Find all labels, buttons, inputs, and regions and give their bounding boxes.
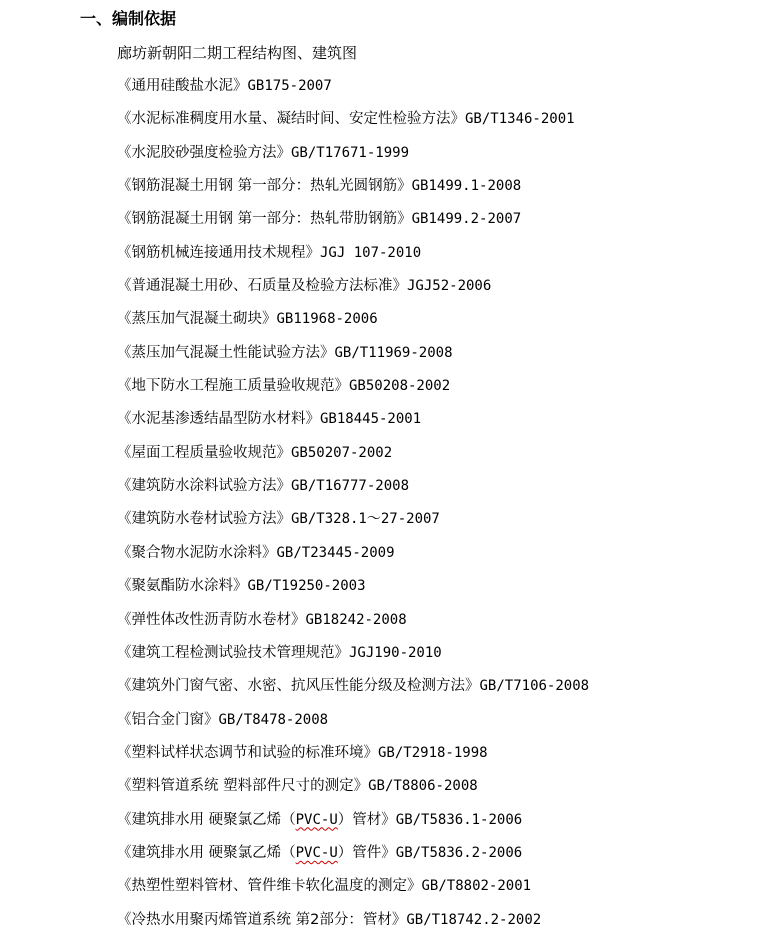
- list-item: [117, 208, 589, 241]
- list-item: [117, 308, 589, 341]
- standard-title: 《建筑防水涂料试验方法》: [117, 478, 291, 495]
- standard-code: JGJ190-2010: [349, 644, 442, 661]
- standard-title: 《建筑防水卷材试验方法》: [117, 511, 291, 528]
- list-item: [117, 875, 589, 908]
- list-item: [117, 709, 589, 742]
- section-heading: 一、编制依据: [80, 9, 177, 28]
- list-item: [117, 108, 589, 141]
- standard-code: GB175-2007: [247, 78, 332, 94]
- standard-code: GB/T16777-2008: [291, 478, 410, 495]
- list-item: [117, 442, 589, 475]
- standard-code: GB/T1346-2001: [465, 111, 575, 128]
- standard-title: 《塑料管道系统 塑料部件尺寸的测定》: [117, 778, 369, 795]
- list-item: [117, 909, 589, 942]
- standard-code: GB/T18742.2-2002: [406, 911, 542, 928]
- list-item: [117, 342, 589, 375]
- standard-title: 《聚氨酯防水涂料》: [117, 578, 248, 595]
- list-item: [117, 642, 589, 675]
- standard-code: JGJ52-2006: [407, 278, 492, 295]
- standard-code: GB1499.1-2008: [411, 178, 522, 195]
- standard-title: 《蒸压加气混凝土砌块》: [117, 311, 277, 328]
- standard-code: GB/T328.1～27-2007: [291, 511, 440, 528]
- list-item: [117, 75, 589, 108]
- list-item: [117, 809, 589, 842]
- standard-title: 《铝合金门窗》: [117, 711, 219, 728]
- list-item: [117, 242, 589, 275]
- standard-code: GB18242-2008: [305, 611, 407, 628]
- standard-title: 《通用硅酸盐水泥》: [117, 78, 248, 94]
- list-item: [117, 508, 589, 541]
- standard-code: GB50207-2002: [291, 444, 393, 461]
- standard-title: 《水泥胶砂强度检验方法》: [117, 144, 291, 161]
- list-item: [117, 575, 589, 608]
- list-item: [117, 375, 589, 408]
- list-item: [117, 775, 589, 808]
- list-item: [117, 475, 589, 508]
- standard-title: 《弹性体改性沥青防水卷材》: [117, 611, 306, 628]
- list-item: [117, 842, 589, 875]
- standard-title-start: 《建筑排水用 硬聚氯乙烯（: [117, 844, 296, 861]
- standard-code: GB/T5836.2-2006: [395, 844, 523, 861]
- standard-code: GB/T23445-2009: [276, 544, 395, 561]
- standard-title: 《钢筋混凝土用钢 第一部分：热轧带肋钢筋》: [117, 211, 412, 228]
- standard-title-end: ）管材》: [337, 811, 396, 828]
- standards-list: [117, 75, 589, 942]
- standard-code: JGJ 107-2010: [320, 244, 422, 261]
- standard-title: 《普通混凝土用砂、石质量及检验方法标准》: [117, 278, 407, 295]
- list-item: [117, 542, 589, 575]
- intro-line: 廊坊新朝阳二期工程结构图、建筑图: [117, 44, 358, 62]
- standard-title: 《冷热水用聚丙烯管道系统 第2部分：管材》: [117, 911, 407, 928]
- list-item: [117, 742, 589, 775]
- spellcheck-marked-text: PVC-U: [295, 844, 338, 861]
- standard-title: 《钢筋机械连接通用技术规程》: [117, 244, 320, 261]
- standard-title: 《水泥基渗透结晶型防水材料》: [117, 411, 320, 428]
- list-item: [117, 175, 589, 208]
- standard-title: 《水泥标准稠度用水量、凝结时间、安定性检验方法》: [117, 111, 465, 128]
- standard-code: GB/T8802-2001: [421, 878, 532, 895]
- standard-code: GB/T7106-2008: [479, 678, 590, 695]
- standard-code: GB/T5836.1-2006: [395, 811, 523, 828]
- list-item: [117, 675, 589, 708]
- standard-code: GB1499.2-2007: [411, 211, 522, 228]
- standard-code: GB/T19250-2003: [247, 578, 366, 595]
- spellcheck-marked-text: PVC-U: [295, 811, 338, 828]
- standard-code: GB/T11969-2008: [334, 344, 453, 361]
- standard-title: 《蒸压加气混凝土性能试验方法》: [117, 344, 335, 361]
- standard-title: 《建筑外门窗气密、水密、抗风压性能分级及检测方法》: [117, 678, 480, 695]
- standard-code: GB/T17671-1999: [291, 144, 410, 161]
- standard-title: 《屋面工程质量验收规范》: [117, 444, 291, 461]
- list-item: [117, 408, 589, 441]
- list-item: [117, 275, 589, 308]
- standard-code: GB18445-2001: [320, 411, 422, 428]
- standard-code: GB/T8478-2008: [218, 711, 329, 728]
- standard-title: 《钢筋混凝土用钢 第一部分：热轧光圆钢筋》: [117, 178, 412, 195]
- standard-code: GB50208-2002: [349, 378, 451, 395]
- standard-title: 《建筑工程检测试验技术管理规范》: [117, 644, 349, 661]
- standard-code: GB11968-2006: [276, 311, 378, 328]
- standard-title: 《热塑性塑料管材、管件维卡软化温度的测定》: [117, 878, 422, 895]
- standard-code: GB/T8806-2008: [368, 778, 478, 795]
- standard-title-start: 《建筑排水用 硬聚氯乙烯（: [117, 811, 296, 828]
- standard-code: GB/T2918-1998: [378, 744, 488, 761]
- standard-title: 《地下防水工程施工质量验收规范》: [117, 378, 349, 395]
- list-item: [117, 142, 589, 175]
- standard-title: 《聚合物水泥防水涂料》: [117, 544, 277, 561]
- standard-title: 《塑料试样状态调节和试验的标准环境》: [117, 744, 378, 761]
- list-item: [117, 609, 589, 642]
- standard-title-end: ）管件》: [337, 844, 396, 861]
